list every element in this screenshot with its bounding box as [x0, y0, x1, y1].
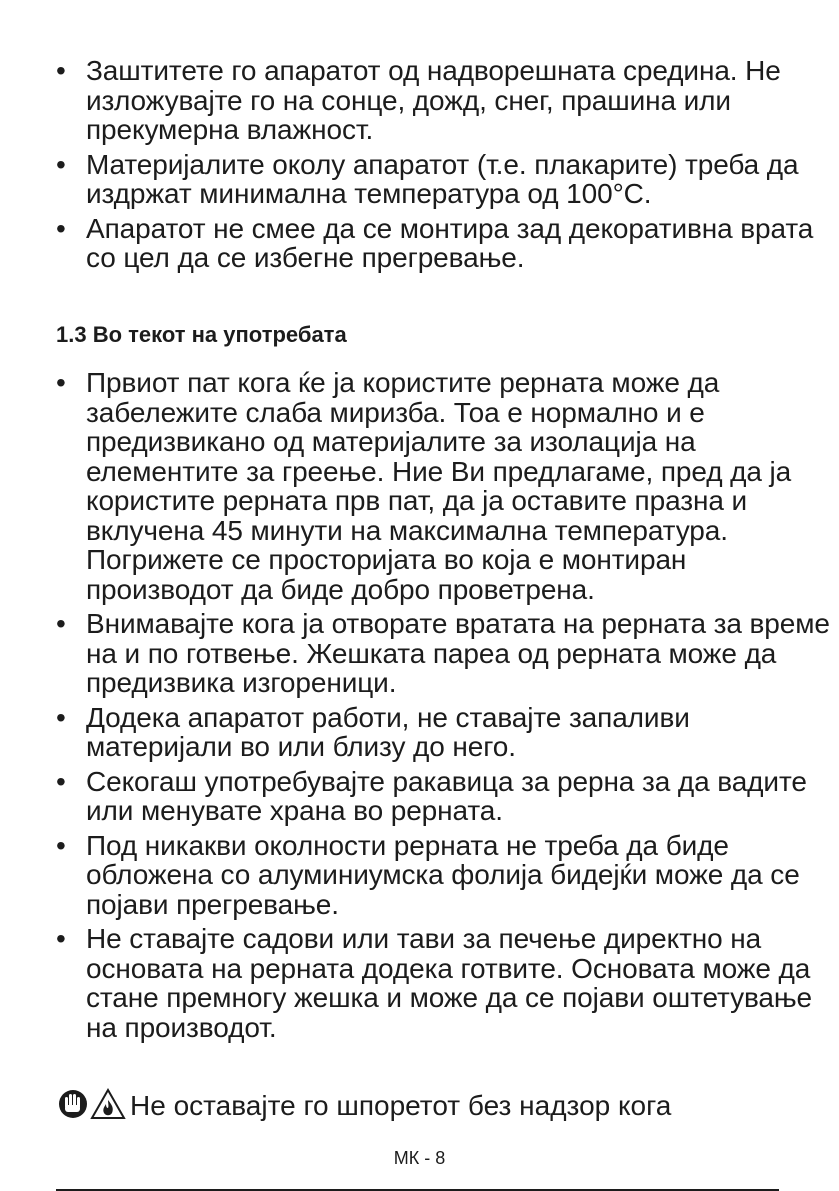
list-item: • Не ставајте садови или тави за печење директно на основата на рерната додека готвите. Основата може да стане премногу жешка и може да се појави оштетување на производот.: [56, 923, 813, 1043]
bullet: •: [56, 765, 66, 797]
safety-list-environment: [56, 56, 836, 278]
bullet: •: [56, 701, 66, 733]
list-item: • Внимавајте кога ја отворате вратата на рерната за време на и по готвење. Жешката пареа од рерната може да предизвика изгореници.: [56, 608, 830, 698]
bullet: •: [56, 148, 66, 180]
bullet: •: [56, 212, 66, 244]
warning-line: [56, 1090, 671, 1122]
list-item: • Материјалите околу апаратот (т.е. плакарите) треба да издржат минимална температура од 100°C.: [56, 148, 799, 209]
warning-text: Не оставајте го шпоретот без надзор кога: [130, 1090, 672, 1121]
bullet: •: [56, 55, 66, 86]
page-number: МК - 8: [393, 1148, 446, 1168]
list-item: • Заштитете го апаратот од надворешната средина. Не изложувајте го на сонце, дожд, снег, прашина или прекумерна влажност.: [56, 55, 781, 145]
list-item: • Секогаш употребувајте ракавица за рерна за да вадите или менувате храна во рерната.: [56, 765, 807, 826]
list-item: • Под никакви околности рерната не треба да биде обложена со алуминиумска фолија бидејќи може да се појави прегревање.: [56, 829, 800, 920]
bullet: •: [56, 829, 66, 861]
list-item: • Додека апаратот работи, не ставајте запаливи материјали во или близу до него.: [56, 701, 690, 762]
fire-warning-icon: [90, 1088, 126, 1125]
bullet: •: [56, 367, 66, 398]
list-item: • Апаратот не смее да се монтира зад декоративна врата со цел да се избегне прегревање.: [56, 212, 814, 273]
section-heading: 1.3 Во текот на употребата: [56, 322, 347, 347]
stop-hand-icon: [56, 1089, 90, 1124]
bullet: •: [56, 608, 66, 639]
list-item: • Првиот пат кога ќе ја користите рерната може да забележите слаба миризба. Тоа е нормално и е предизвикано од материјалите за изолација на елементите за греење. Ние Ви предлагаме, пред да ја користите рерната прв пат, да ја оставите празна и вклучена 45 минути на максимална температура. Погрижете се просторијата во која е монтиран производот да биде добро проветрена.: [56, 367, 792, 605]
safety-list-use: [56, 368, 836, 1047]
bullet: •: [56, 923, 66, 954]
